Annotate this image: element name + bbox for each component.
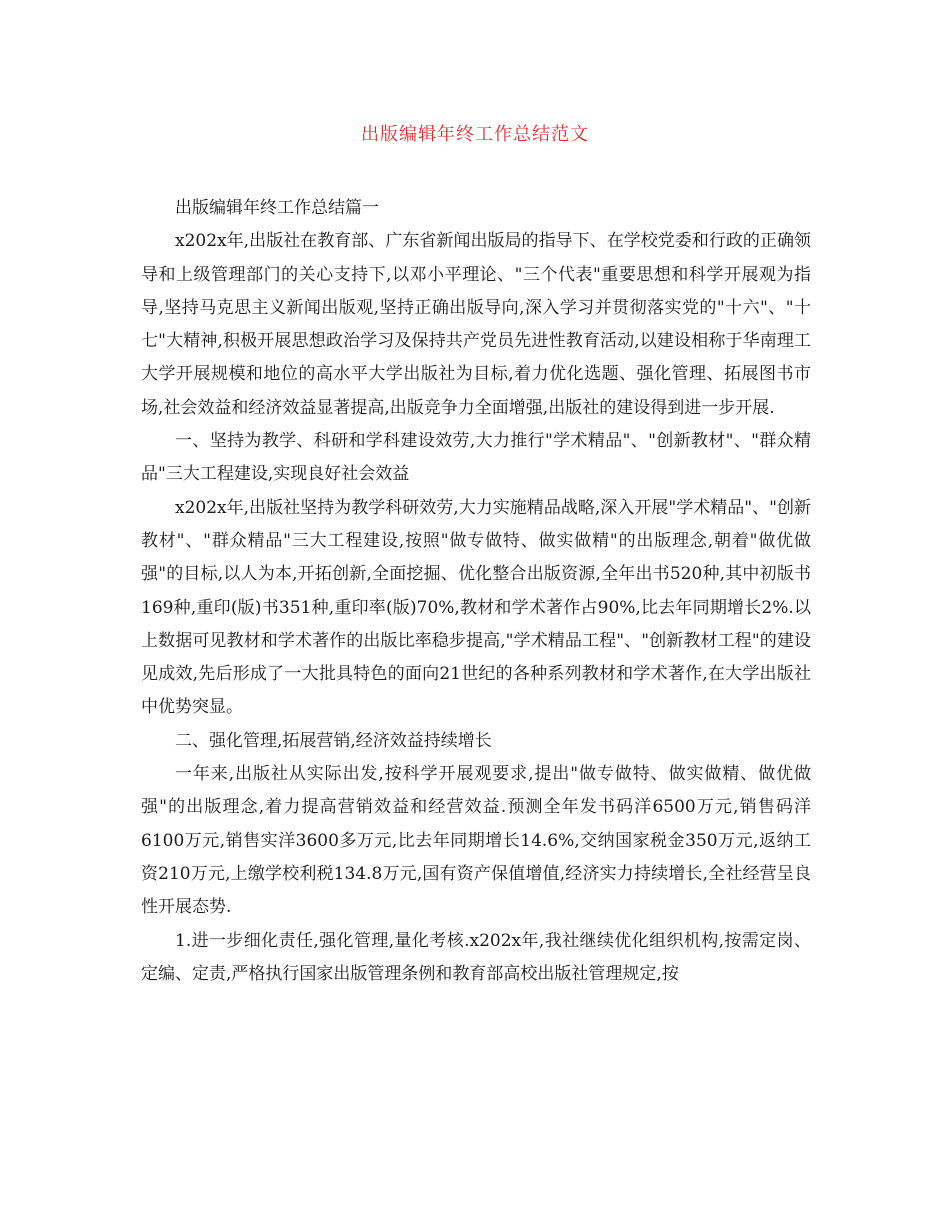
section-heading: 一、坚持为教学、科研和学科建设效劳,大力推行"学术精品"、"创新教材"、"群众精品"三大工程建设,实现良好社会效益 <box>141 431 811 485</box>
section-heading: 二、强化管理,拓展营销,经济效益持续增长 <box>175 730 492 751</box>
body-paragraph: 1.进一步细化责任,强化管理,量化考核.x202x年,我社继续优化组织机构,按需定岗、定编、定责,严格执行国家出版管理条例和教育部高校出版社管理规定,按 <box>141 930 811 984</box>
body-paragraph: x202x年,出版社在教育部、广东省新闻出版局的指导下、在学校党委和行政的正确领导和上级管理部门的关心支持下,以邓小平理论、"三个代表"重要思想和科学开展观为指导,坚持马克思主义新闻出版观,坚持正确出版导向,深入学习并贯彻落实党的"十六"、"十七"大精神,积极开展思想政治学习及保持共产党员先进性教育活动,以建设相称于华南理工大学开展规模和地位的高水平大学出版社为目标,着力优化选题、强化管理、拓展图书市场,社会效益和经济效益显著提高,出版竞争力全面增强,出版社的建设得到进一步开展. <box>141 231 811 418</box>
document-body <box>141 192 811 991</box>
document-title: 出版编辑年终工作总结范文 <box>361 124 589 145</box>
body-paragraph: x202x年,出版社坚持为教学科研效劳,大力实施精品战略,深入开展"学术精品"、"创新教材"、"群众精品"三大工程建设,按照"做专做特、做实做精"的出版理念,朝着"做优做强"的目标,以人为本,开拓创新,全面挖掘、优化整合出版资源,全年出书520种,其中初版书169种,重印(版)书351种,重印率(版)70%,教材和学术著作占90%,比去年同期增长2%.以上数据可见教材和学术著作的出版比率稳步提高,"学术精品工程"、"创新教材工程"的建设见成效,先后形成了一大批具特色的面向21世纪的各种系列教材和学术著作,在大学出版社中优势突显。 <box>141 497 811 718</box>
body-paragraph: 一年来,出版社从实际出发,按科学开展观要求,提出"做专做特、做实做精、做优做强"的出版理念,着力提高营销效益和经营效益.预测全年发书码洋6500万元,销售码洋6100万元,销售实洋3600多万元,比去年同期增长14.6%,交纳国家税金350万元,返纳工资210万元,上缴学校利税134.8万元,国有资产保值增值,经济实力持续增长,全社经营呈良性开展态势. <box>141 764 811 918</box>
section-heading: 出版编辑年终工作总结篇一 <box>175 198 379 218</box>
